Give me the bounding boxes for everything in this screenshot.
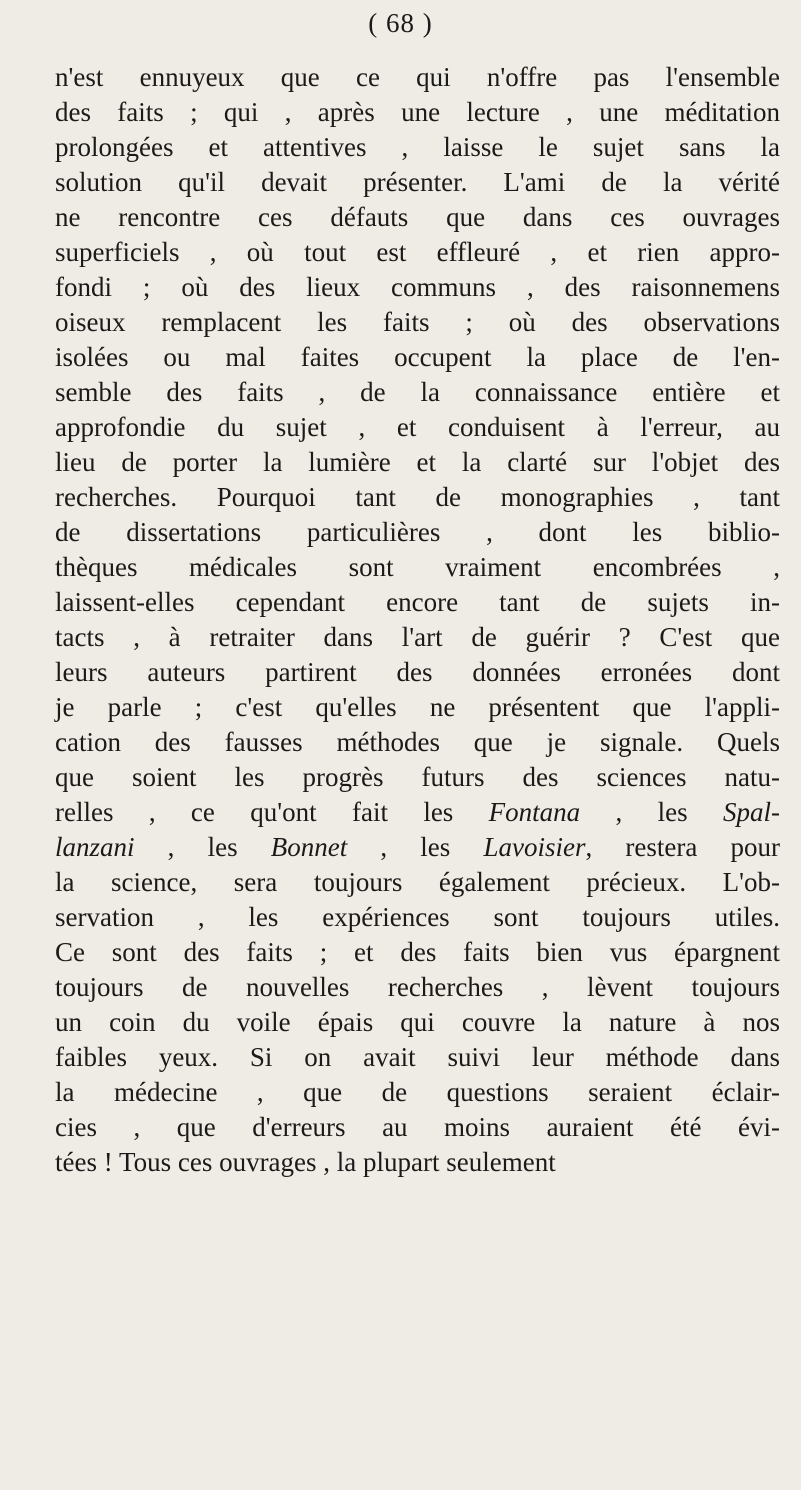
text-segment: oiseux remplacent les faits ; où des observations [55,307,780,337]
text-segment: ne rencontre ces défauts que dans ces ouvrages [55,202,780,232]
text-line [55,1005,780,1040]
text-segment: des faits ; qui , après une lecture , une méditation [55,97,780,127]
text-segment: cation des fausses méthodes que je signale. Quels [55,727,780,757]
text-segment: que soient les progrès futurs des sciences natu- [55,762,780,792]
text-line [55,620,780,655]
text-line [55,200,780,235]
text-segment: thèques médicales sont vraiment encombrées , [55,552,780,582]
text-line [55,95,780,130]
text-segment: n'est ennuyeux que ce qui n'offre pas l'ensemble [55,62,780,92]
page-number: ( 68 ) [368,8,433,38]
text-segment: tacts , à retraiter dans l'art de guérir ? C'est que [55,622,780,652]
text-line [55,935,780,970]
text-segment: recherches. Pourquoi tant de monographies , tant [55,482,780,512]
italic-name: Bonnet [270,832,348,862]
text-line [55,515,780,550]
text-segment: un coin du voile épais qui couvre la nature à nos [55,1007,780,1037]
text-segment: cies , que d'erreurs au moins auraient été évi- [55,1112,780,1142]
text-segment: , les [134,832,271,862]
text-line [55,235,780,270]
text-segment: Ce sont des faits ; et des faits bien vus épargnent [55,937,780,967]
text-segment: toujours de nouvelles recherches , lèvent toujours [55,972,780,1002]
text-line [55,340,780,375]
text-segment: , les [347,832,484,862]
text-segment: , les [580,797,723,827]
text-line [55,655,780,690]
text-segment: semble des faits , de la connaissance entière et [55,377,780,407]
italic-name: Spal- [723,797,780,827]
text-line [55,305,780,340]
text-segment: laissent-elles cependant encore tant de sujets in- [55,587,780,617]
text-segment: la médecine , que de questions seraient éclair- [55,1077,780,1107]
text-segment: de dissertations particulières , dont les biblio- [55,517,780,547]
text-line [55,410,780,445]
text-segment: , restera pour [585,832,780,862]
text-line [55,585,780,620]
text-segment: tées ! Tous ces ouvrages , la plupart seulement [55,1147,556,1177]
text-segment: la science, sera toujours également précieux. L'ob- [55,867,780,897]
text-segment: je parle ; c'est qu'elles ne présentent que l'appli- [55,692,780,722]
text-segment: relles , ce qu'ont fait les [55,797,489,827]
text-line [55,830,780,865]
text-line [55,690,780,725]
body-text [55,60,780,1180]
text-segment: fondi ; où des lieux communs , des raisonnemens [55,272,780,302]
text-segment: leurs auteurs partirent des données erronées dont [55,657,780,687]
text-segment: approfondie du sujet , et conduisent à l'erreur, au [55,412,780,442]
text-line [55,130,780,165]
text-line [55,900,780,935]
text-line [55,865,780,900]
text-line [55,270,780,305]
text-segment: superficiels , où tout est effleuré , et rien appro- [55,237,780,267]
italic-name: lanzani [55,832,135,862]
text-line [55,480,780,515]
text-line [55,1110,780,1145]
text-line [55,795,780,830]
text-line [55,445,780,480]
text-line [55,725,780,760]
text-line [55,60,780,95]
text-segment: faibles yeux. Si on avait suivi leur méthode dans [55,1042,780,1072]
text-line [55,375,780,410]
text-line [55,550,780,585]
text-line [55,165,780,200]
text-segment: servation , les expériences sont toujours utiles. [55,902,780,932]
text-line [55,760,780,795]
text-line [55,970,780,1005]
text-line [55,1040,780,1075]
text-line [55,1145,780,1180]
text-segment: lieu de porter la lumière et la clarté sur l'objet des [55,447,780,477]
text-segment: solution qu'il devait présenter. L'ami de la vérité [55,167,780,197]
italic-name: Fontana [488,797,581,827]
italic-name: Lavoisier [483,832,586,862]
text-segment: isolées ou mal faites occupent la place de l'en- [55,342,780,372]
text-line [55,1075,780,1110]
text-segment: prolongées et attentives , laisse le sujet sans la [55,132,780,162]
